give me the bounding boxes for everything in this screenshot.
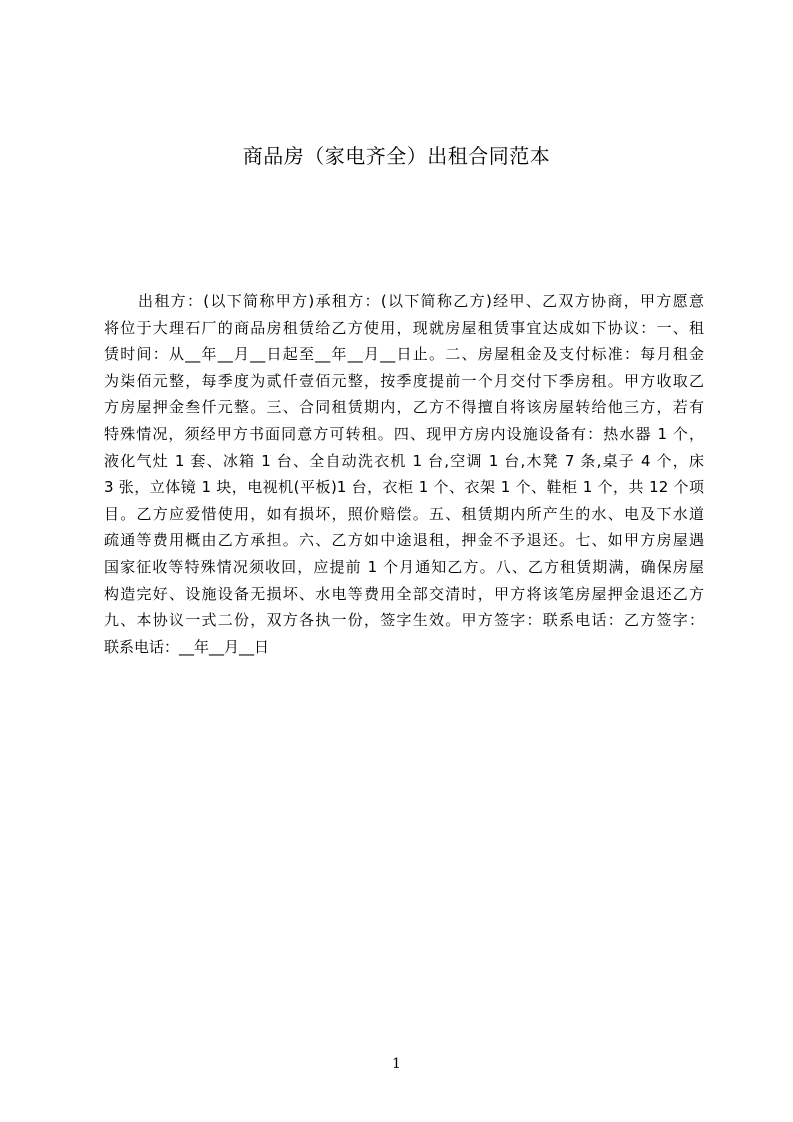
body-line: 3 张，立体镜 1 块，电视机(平板)1 台，衣柜 1 个、衣架 1 个、鞋柜 1 个，共 12 个项 [104,478,704,497]
page-number: 1 [392,1056,401,1072]
body-line: 特殊情况，须经甲方书面同意方可转租。四、现甲方房内设施设备有：热水器 1 个， [104,424,704,443]
body-line: 将位于大理石厂的商品房租赁给乙方使用，现就房屋租赁事宜达成如下协议：一、租 [104,318,704,337]
body-line: 液化气灶 1 套、冰箱 1 台、全自动洗衣机 1 台,空调 1 台,木凳 7 条,桌子 4 个，床 [104,451,704,470]
body-line: 疏通等费用概由乙方承担。六、乙方如中途退租，押金不予退还。七、如甲方房屋遇 [104,531,704,550]
body-line: 目。乙方应爱惜使用，如有损坏，照价赔偿。五、租赁期内所产生的水、电及下水道 [104,504,704,523]
body-line: 构造完好、设施设备无损坏、水电等费用全部交清时，甲方将该笔房屋押金退还乙方 [104,584,704,603]
document-title: 商品房（家电齐全）出租合同范本 [242,144,551,168]
contract-body [104,288,704,660]
body-line: 九、本协议一式二份，双方各执一份，签字生效。甲方签字：联系电话：乙方签字： [104,611,704,630]
body-line: 出租方：(以下简称甲方)承租方：(以下简称乙方)经甲、乙双方协商，甲方愿意 [138,292,704,310]
body-line: 为柒佰元整，每季度为贰仟壹佰元整，按季度提前一个月交付下季房租。甲方收取乙 [104,371,704,390]
body-line: 赁时间：从__年__月__日起至__年__月__日止。二、房屋租金及支付标准：每月租金 [104,345,704,364]
body-line: 方房屋押金叁仟元整。三、合同租赁期内，乙方不得擅自将该房屋转给他三方，若有 [104,398,704,417]
body-line: 国家征收等特殊情况须收回，应提前 1 个月通知乙方。八、乙方租赁期满，确保房屋 [104,557,704,576]
body-line: 联系电话：__年__月__日 [104,637,270,656]
